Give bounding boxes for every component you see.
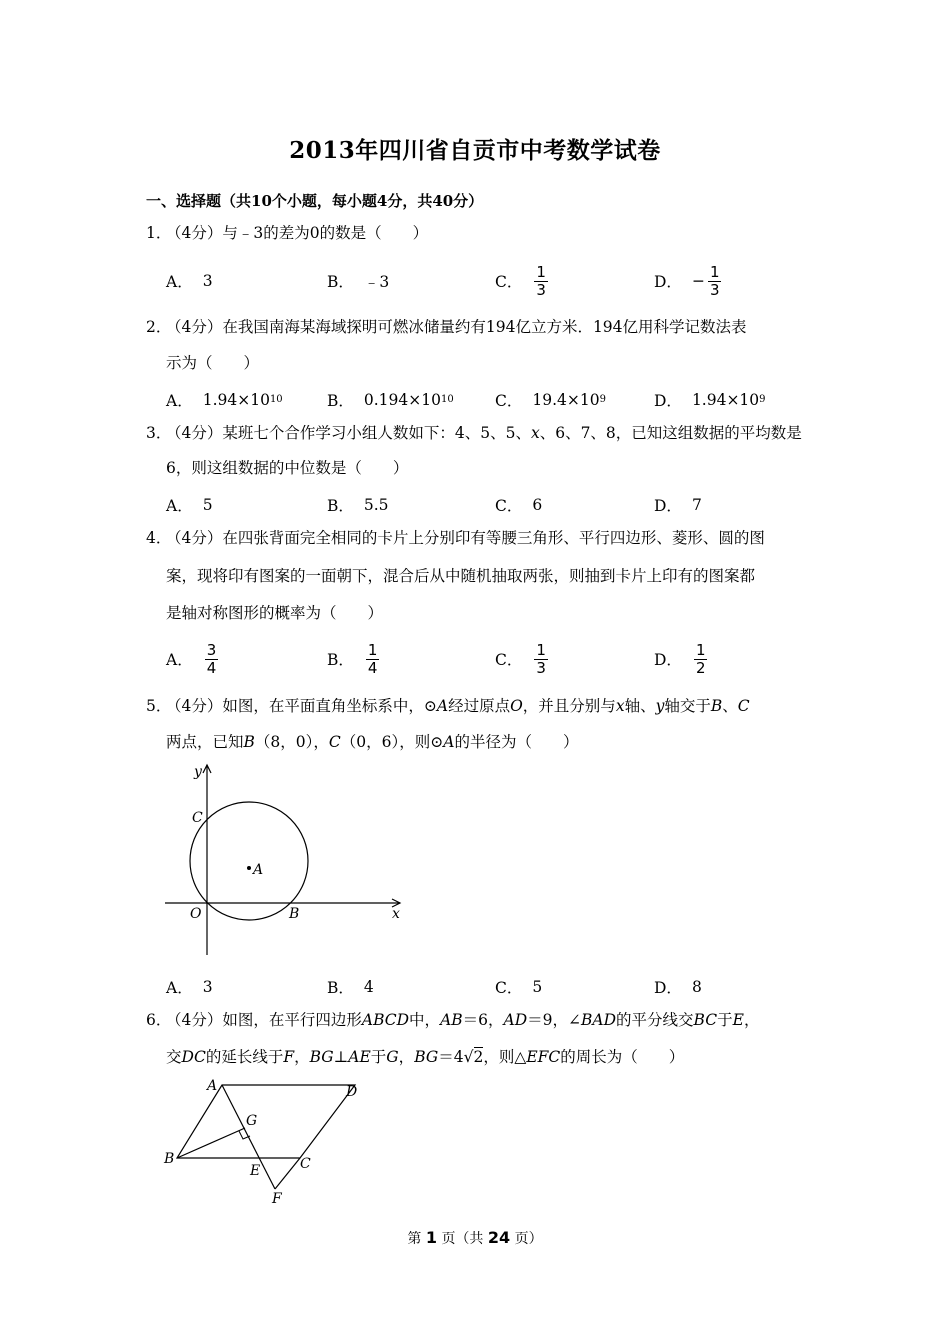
page-footer: 第 1 页（共 24 页） — [407, 1228, 543, 1247]
label-b: B — [164, 1151, 175, 1167]
question-3: 3．（4分）某班七个合作学习小组人数如下：4、5、5、x、6、7、8，已知这组数据的平均数是 — [146, 416, 826, 451]
question-number: 4． — [146, 529, 172, 547]
options-q4 — [166, 639, 826, 679]
label-g: G — [246, 1113, 258, 1129]
option-d: D． $\frac{1}{2}$ — [654, 640, 706, 677]
question-1 — [146, 216, 826, 251]
question-number: 1． — [146, 224, 172, 242]
options-q5 — [166, 967, 826, 1007]
question-text-continued: 示为（ ） — [166, 354, 260, 372]
total-pages: 24 — [487, 1228, 511, 1247]
question-4: 4．（4分）在四张背面完全相同的卡片上分别印有等腰三角形、平行四边形、菱形、圆的图 — [146, 521, 826, 556]
segment-cf — [275, 1158, 300, 1189]
option-a: A． 3 — [166, 272, 213, 291]
options-q1 — [166, 261, 826, 301]
fraction: $\frac{1}{2}$ — [695, 640, 706, 677]
fraction: $\frac{1}{3}$ — [709, 262, 720, 299]
option-a: A． 5 — [166, 496, 213, 515]
question-text: （4分）在我国南海某海域探明可燃冰储量约有194亿立方米．194亿用科学记数法表 — [166, 318, 747, 336]
question-text-continued: 是轴对称图形的概率为（ ） — [166, 604, 384, 622]
option-b: B． 5.5 — [327, 496, 389, 515]
label-x: x — [392, 906, 400, 922]
segment-bg — [177, 1128, 245, 1158]
label-a: A — [253, 862, 264, 878]
question-6: 6．（4分）如图，在平行四边形ABCD中，AB＝6，AD＝9，∠BAD的平分线交BC于E， — [146, 1003, 826, 1038]
option-a: A． 1.94×10 10 — [166, 391, 283, 410]
option-c: C． 6 — [495, 496, 543, 515]
options-q2 — [166, 380, 826, 420]
question-2 — [146, 310, 826, 345]
option-d: D． 1.94×10 9 — [654, 391, 766, 410]
question-text-continued: 两点，已知B（8，0），C（0，6），则⊙A的半径为（ ） — [166, 733, 579, 751]
option-b: B． 0.194×10 10 — [327, 391, 454, 410]
question-text-continued: 6，则这组数据的中位数是（ ） — [166, 459, 409, 477]
option-a: A． 3 — [166, 978, 213, 997]
center-point-a — [247, 866, 251, 870]
option-c: C． $\frac{1}{3}$ — [495, 640, 546, 677]
question-number: 6． — [146, 1011, 172, 1029]
question-5: 5．（4分）如图，在平面直角坐标系中，⊙A经过原点O，并且分别与x轴、y轴交于B、C — [146, 689, 826, 724]
fraction: $\frac{1}{3}$ — [536, 640, 546, 677]
circle-coordinate-figure — [160, 760, 410, 960]
label-b: B — [289, 906, 300, 922]
options-q3 — [166, 485, 826, 525]
option-d: D． 7 — [654, 496, 702, 515]
section-heading: 一、选择题（共10个小题，每小题4分，共40分） — [146, 192, 484, 210]
question-text-continued: 案，现将印有图案的一面朝下，混合后从中随机抽取两张，则抽到卡片上印有的图案都 — [166, 567, 756, 585]
question-text: （4分）与﹣3的差为0的数是（ ） — [166, 224, 429, 242]
label-c: C — [192, 810, 203, 826]
parallelogram-abcd — [177, 1084, 358, 1158]
label-d: D — [346, 1084, 358, 1100]
fraction: $\frac{3}{4}$ — [206, 640, 217, 677]
option-b: B． $\frac{1}{4}$ — [327, 640, 378, 677]
label-o: O — [190, 906, 202, 922]
option-d: D． − $\frac{1}{3}$ — [654, 262, 720, 299]
option-b: B． ﹣3 — [327, 273, 390, 291]
option-c: C． 5 — [495, 978, 543, 997]
question-number: 2． — [146, 318, 172, 336]
option-a: A． $\frac{3}{4}$ — [166, 640, 217, 677]
page-title: 2013年四川省自贡市中考数学试卷 — [289, 137, 661, 164]
current-page-number: 1 — [425, 1228, 437, 1247]
question-number: 3． — [146, 424, 172, 442]
label-c: C — [300, 1156, 311, 1172]
option-b: B． 4 — [327, 978, 374, 997]
fraction: $\frac{1}{4}$ — [367, 640, 378, 677]
parallelogram-figure — [160, 1075, 370, 1210]
option-c: C． $\frac{1}{3}$ — [495, 262, 546, 299]
option-c: C． 19.4×10 9 — [495, 391, 606, 410]
circle-a — [190, 802, 308, 920]
question-text-continued: 交DC的延长线于F，BG⊥AE于G，BG＝4√2，则△EFC的周长为（ ） — [166, 1048, 685, 1066]
label-e: E — [250, 1163, 261, 1179]
fraction: $\frac{1}{3}$ — [536, 262, 546, 299]
label-a: A — [207, 1078, 218, 1094]
question-number: 5． — [146, 697, 172, 715]
label-f: F — [272, 1191, 282, 1207]
option-d: D． 8 — [654, 978, 702, 997]
label-y: y — [194, 764, 202, 780]
